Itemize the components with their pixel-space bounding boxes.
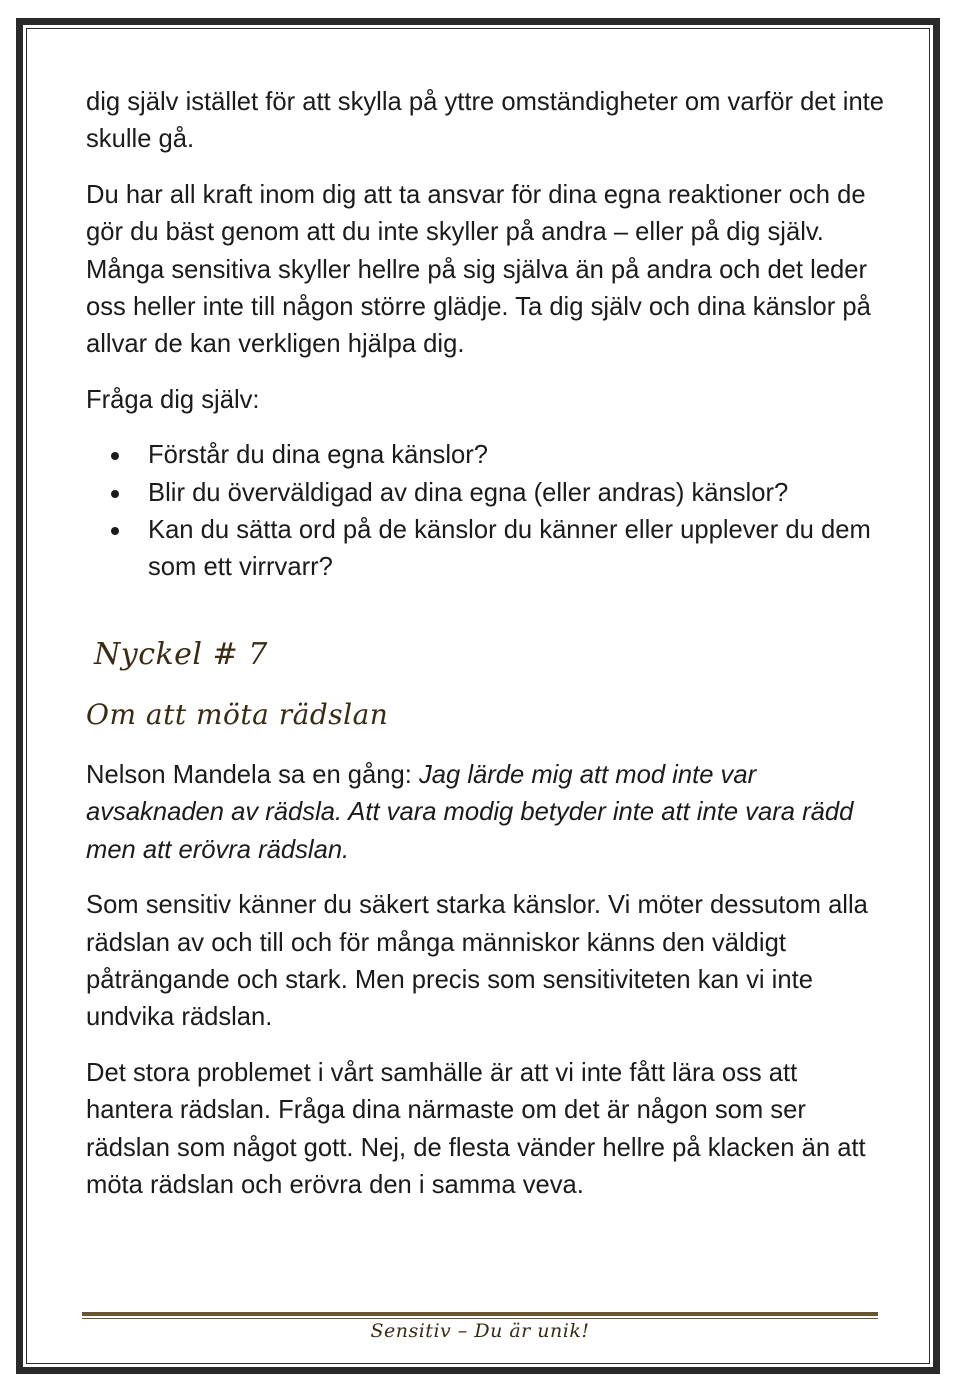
section-title: Nyckel # 7 bbox=[94, 636, 268, 672]
question-item: Blir du överväldigad av dina egna (eller andras) känslor? bbox=[86, 475, 886, 512]
question-prompt: Fråga dig själv: bbox=[86, 385, 260, 414]
quote-intro: Nelson Mandela sa en gång: bbox=[86, 760, 419, 789]
footer-text: Sensitiv – Du är unik! bbox=[370, 1320, 590, 1342]
body-paragraph-1: dig själv istället för att skylla på yttre omständigheter om varför det inte skulle gå. bbox=[86, 88, 885, 154]
mandela-quote: Jag lärde mig att mod inte var avsaknaden av rädsla. Att vara modig betyder inte att inte vara rädd men att erövra rädslan. bbox=[86, 760, 854, 864]
section-paragraph-2: Det stora problemet i vårt samhälle är att vi inte fått lära oss att hantera rädslan. Fråga dina närmaste om det är någon som ser rädslan som något gott. Nej, de flesta vänder hellre på klacken än att möta rädslan och erövra den i samma veva. bbox=[86, 1058, 866, 1199]
page-content bbox=[86, 84, 886, 1222]
mandela-quote-paragraph bbox=[86, 757, 886, 869]
section-paragraph-1: Som sensitiv känner du säkert starka känslor. Vi möter dessutom alla rädslan av och till och för många människor känns den väldigt påträngande och stark. Men precis som sensitiviteten kan vi inte undvika rädslan. bbox=[86, 891, 868, 1032]
question-item: Förstår du dina egna känslor? bbox=[86, 437, 886, 474]
footer-rule bbox=[82, 1312, 878, 1316]
question-item: Kan du sätta ord på de känslor du känner eller upplever du dem som ett virrvarr? bbox=[86, 512, 886, 587]
footer-rule-thin bbox=[82, 1318, 878, 1319]
question-list bbox=[86, 437, 886, 587]
body-paragraph-2: Du har all kraft inom dig att ta ansvar för dina egna reaktioner och de gör du bäst genom att du inte skyller på andra – eller på dig själv. Många sensitiva skyller hellre på sig själva än på andra och det leder oss heller inte till någon större glädje. Ta dig själv och dina känslor på allvar de kan verkligen hjälpa dig. bbox=[86, 180, 871, 359]
section-subtitle: Om att möta rädslan bbox=[86, 697, 389, 731]
